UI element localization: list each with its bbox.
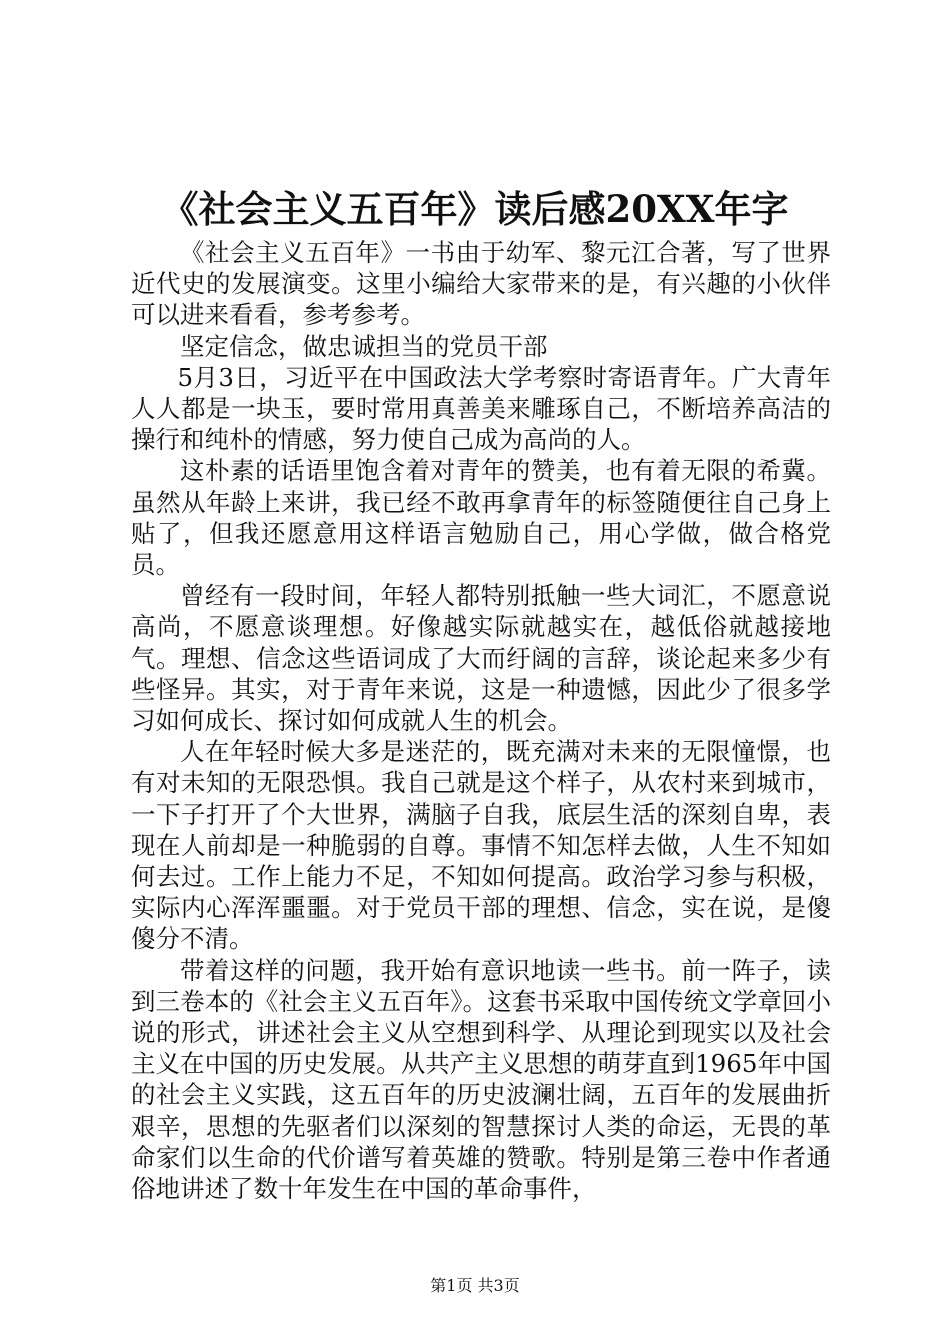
paragraph-youth: 人在年轻时候大多是迷茫的，既充满对未来的无限憧憬，也有对未知的无限恐惧。我自己就是这个样子，从农村来到城市，一下子打开了个大世界，满脑子自我，底层生活的深刻自卑，表现在人前却是一种脆弱的自尊。事情不知怎样去做，人生不知如何去过。工作上能力不足，不知如何提高。政治学习参与积极，实际内心浑浑噩噩。对于党员干部的理想、信念，实在说，是傻傻分不清。 bbox=[131, 737, 831, 954]
paragraph-heading: 坚定信念，做忠诚担当的党员干部 bbox=[180, 331, 548, 361]
document-title: 《社会主义五百年》读后感20XX年字 bbox=[161, 187, 789, 231]
page-number: 第1页 共3页 bbox=[430, 1276, 520, 1295]
paragraph-may-third: 5月3日，习近平在中国政法大学考察时寄语青年。广大青年人人都是一块玉，要时常用真善美来雕琢自己，不断培养高洁的操行和纯朴的情感，努力使自己成为高尚的人。 bbox=[131, 362, 831, 455]
paragraph-reading: 带着这样的问题，我开始有意识地读一些书。前一阵子，读到三卷本的《社会主义五百年》。这套书采取中国传统文学章回小说的形式，讲述社会主义从空想到科学、从理论到现实以及社会主义在中国的历史发展。从共产主义思想的萌芽直到1965年中国的社会主义实践，这五百年的历史波澜壮阔，五百年的发展曲折艰辛，思想的先驱者们以深刻的智慧探讨人类的命运，无畏的革命家们以生命的代价谱写着英雄的赞歌。特别是第三卷中作者通俗地讲述了数十年发生在中国的革命事件， bbox=[131, 955, 831, 1204]
paragraph-praise: 这朴素的话语里饱含着对青年的赞美，也有着无限的希冀。虽然从年龄上来讲，我已经不敢再拿青年的标签随便往自己身上贴了，但我还愿意用这样语言勉励自己，用心学做，做合格党员。 bbox=[131, 456, 831, 580]
paragraph-intro: 《社会主义五百年》一书由于幼军、黎元江合著，写了世界近代史的发展演变。这里小编给大家带来的是，有兴趣的小伙伴可以进来看看，参考参考。 bbox=[131, 238, 831, 330]
document-body bbox=[131, 237, 831, 1204]
paragraph-period: 曾经有一段时间，年轻人都特别抵触一些大词汇，不愿意说高尚，不愿意谈理想。好像越实际就越实在，越低俗就越接地气。理想、信念这些语词成了大而纡阔的言辞，谈论起来多少有些怪异。其实，对于青年来说，这是一种遗憾，因此少了很多学习如何成长、探讨如何成就人生的机会。 bbox=[131, 581, 831, 736]
